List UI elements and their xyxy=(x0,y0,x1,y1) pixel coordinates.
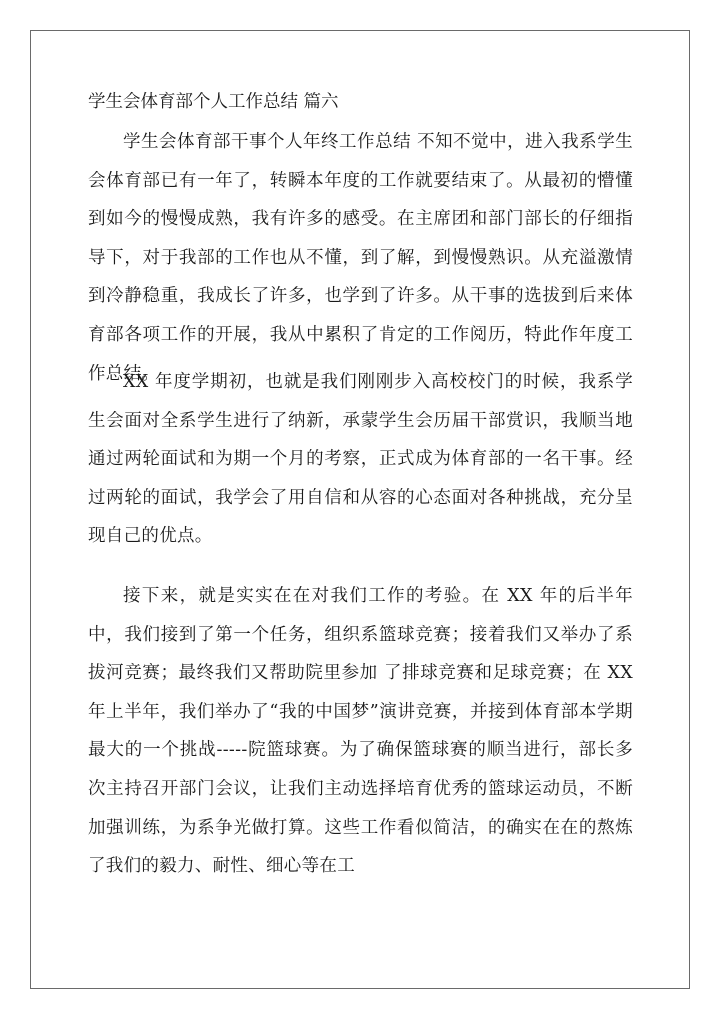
document-title: 学生会体育部个人工作总结 篇六 xyxy=(88,92,339,112)
paragraph-3: 接下来，就是实实在在对我们工作的考验。在 XX 年的后半年中，我们接到了第一个任务，组织系篮球竞赛；接着我们又举办了系拔河竞赛；最终我们又帮助院里参加 了排球竞赛和足球竞赛；在 XX 年上半年，我们举办了“我的中国梦”演讲竞赛，并接到体育部本学期最大的一个挑战-----院篮球赛。为了确保篮球赛的顺当进行，部长多次主持召开部门会议，让我们主动选择培育优秀的篮球运动员，不断加强训练，为系争光做打算。这些工作看似简洁，的确实在在的熬炼了我们的毅力、耐性、细心等在工 xyxy=(88,586,633,877)
paragraph-2: XX 年度学期初，也就是我们刚刚步入高校校门的时候，我系学生会面对全系学生进行了纳新，承蒙学生会历届干部赏识，我顺当地通过两轮面试和为期一个月的考察，正式成为体育部的一名干事。经过两轮的面试，我学会了用自信和从容的心态面对各种挑战，充分呈现自己的优点。 xyxy=(88,372,633,547)
paragraph-1: 学生会体育部干事个人年终工作总结 不知不觉中，进入我系学生会体育部已有一年了，转瞬本年度的工作就要结束了。从最初的懵懂到如今的慢慢成熟，我有许多的感受。在主席团和部门部长的仔细指导下，对于我部的工作也从不懂，到了解，到慢慢熟识。从充溢激情到冷静稳重，我成长了许多，也学到了许多。从干事的选拔到后来体育部各项工作的开展，我从中累积了肯定的工作阅历，特此作年度工作总结。 xyxy=(88,132,633,384)
